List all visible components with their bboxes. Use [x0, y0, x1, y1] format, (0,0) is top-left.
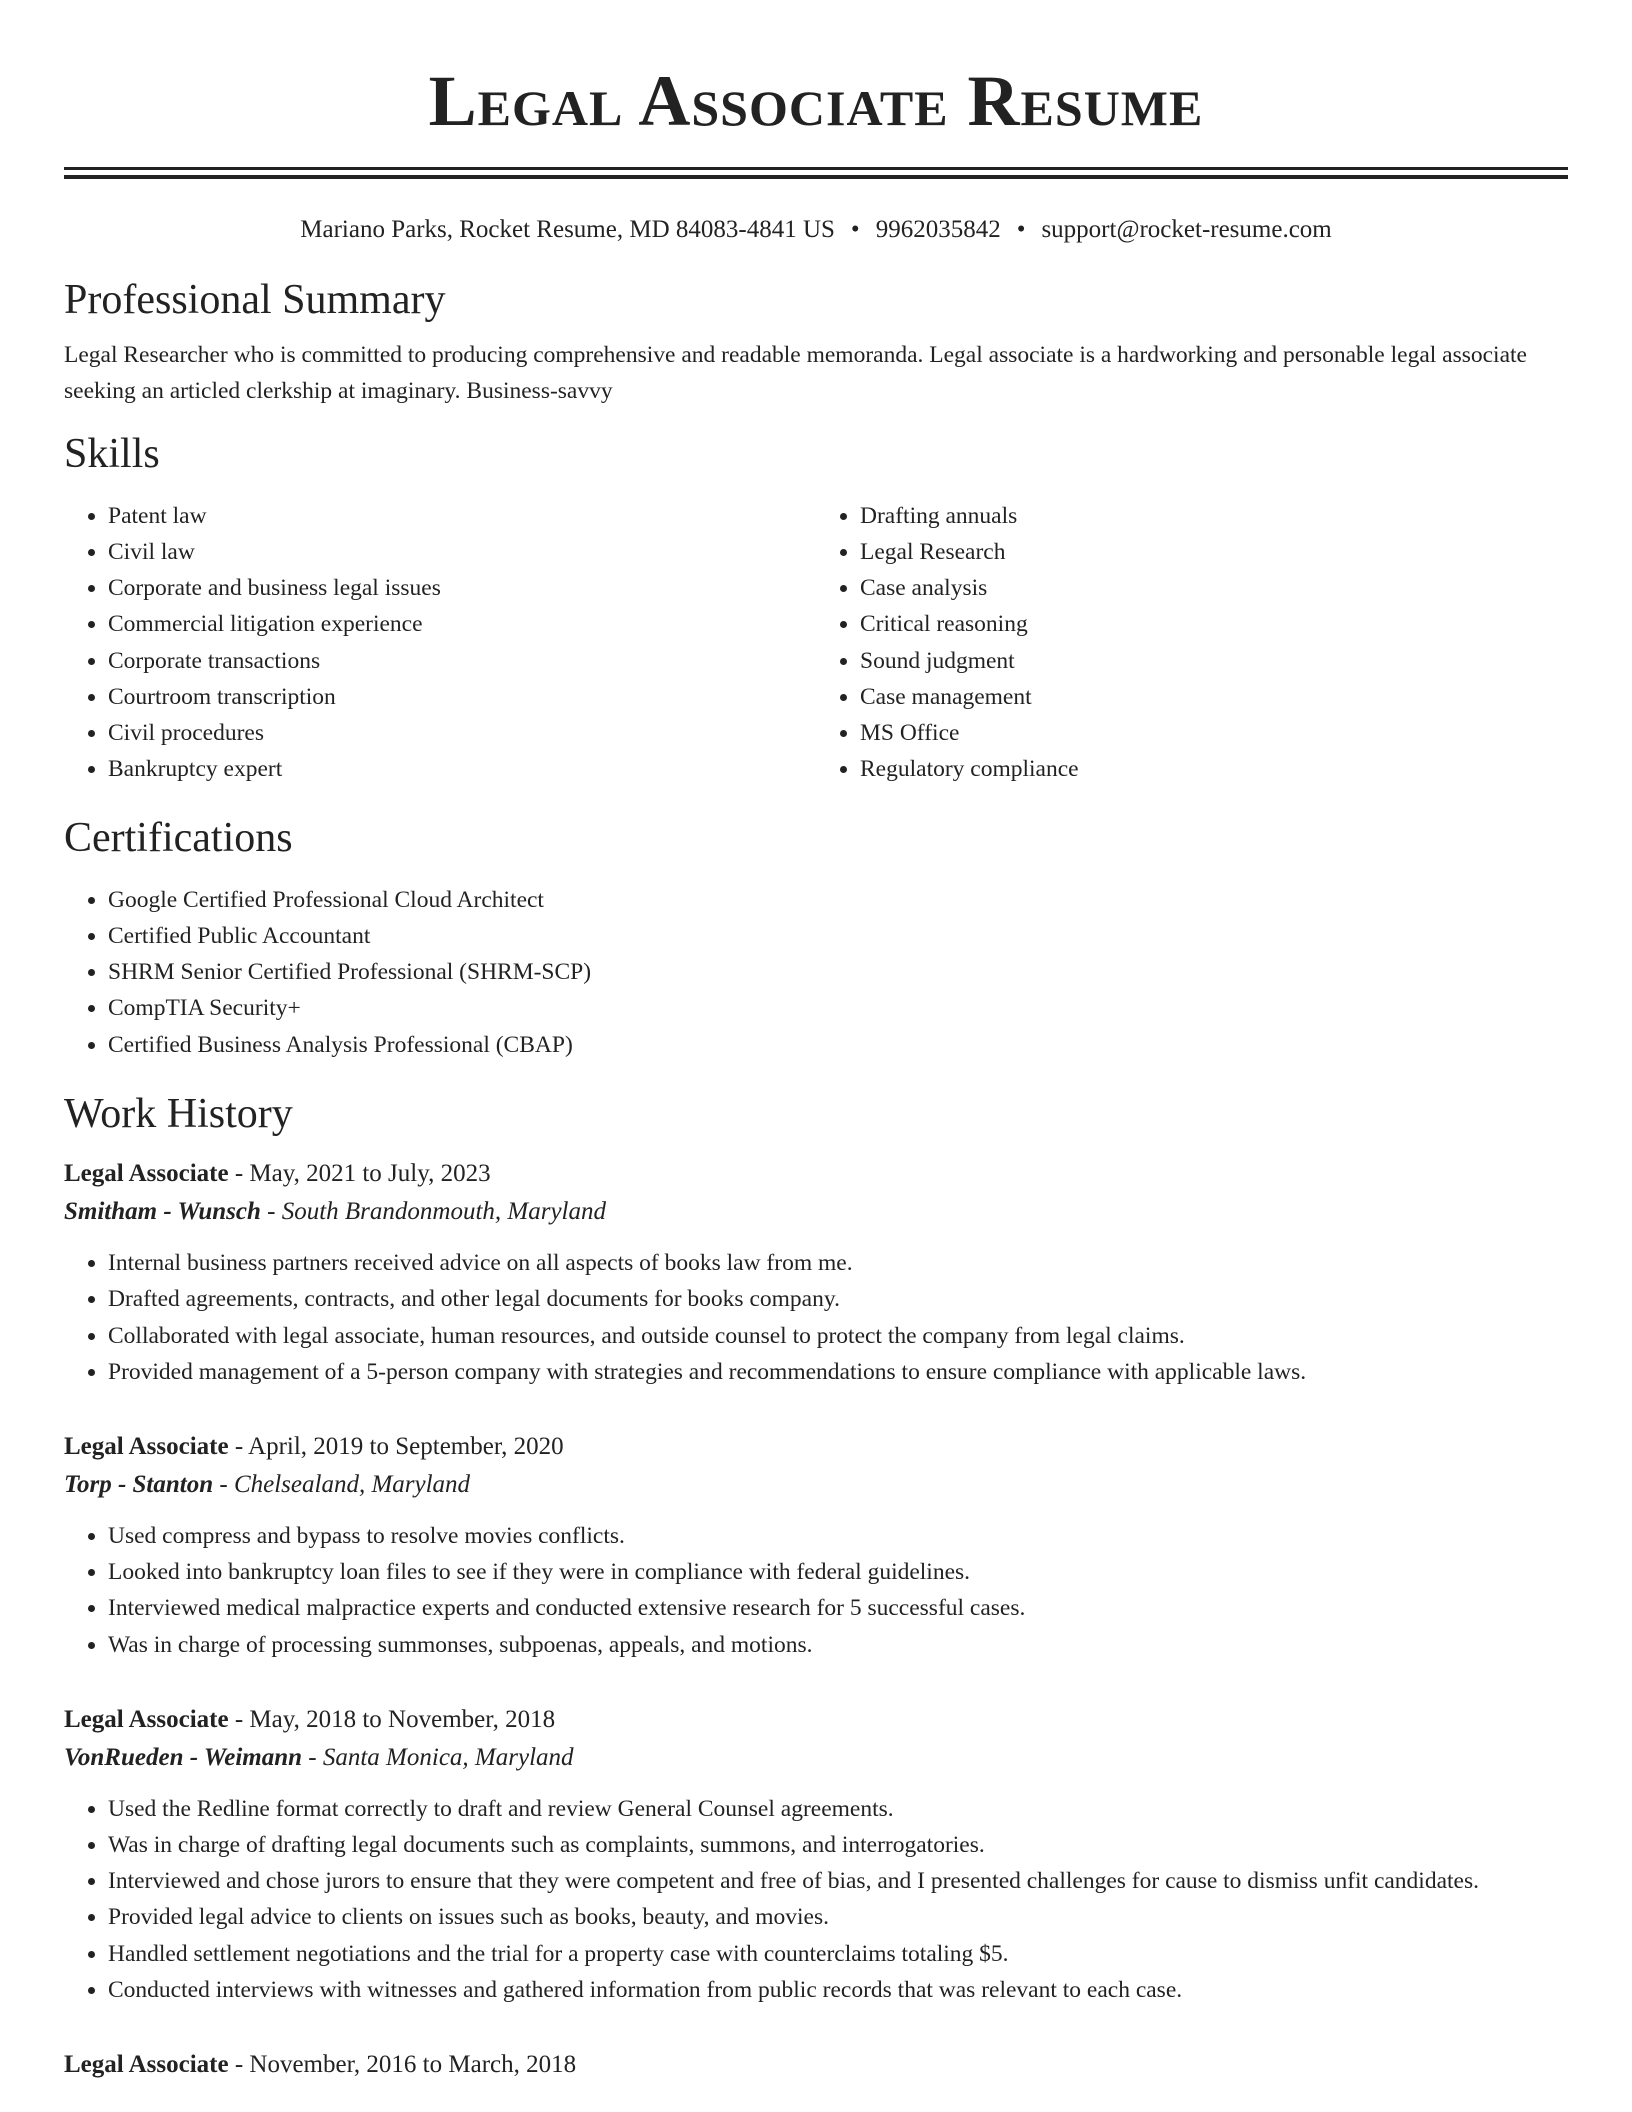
skill-item: • Corporate and business legal issues	[108, 570, 816, 606]
skill-item: • Sound judgment	[860, 643, 1568, 679]
job-entry	[64, 1701, 1568, 2008]
job-title-line	[64, 2046, 1568, 2084]
skills-list-right	[816, 498, 1568, 788]
job-duty-item: • Used compress and bypass to resolve movies conflicts.	[108, 1518, 1568, 1554]
contact-phone: 9962035842	[875, 216, 1001, 243]
job-duty-item: • Drafted agreements, contracts, and other legal documents for books company.	[108, 1281, 1568, 1317]
job-entry	[64, 1428, 1568, 1663]
contact-email[interactable]: support@rocket-resume.com	[1041, 216, 1332, 243]
job-role: Legal Associate	[64, 1160, 229, 1188]
job-dash: -	[260, 1198, 282, 1226]
job-employer-line	[64, 1193, 1568, 1231]
work-history-heading: Work History	[64, 1090, 293, 1137]
job-dash: -	[228, 1705, 250, 1733]
skill-item: • MS Office	[860, 715, 1568, 751]
certification-item: • Certified Public Accountant	[108, 918, 1568, 954]
skill-item: • Regulatory compliance	[860, 751, 1568, 787]
job-location: Chelsealand, Maryland	[233, 1471, 471, 1499]
job-duty-item: • Interviewed medical malpractice experts and conducted extensive research for 5 successful cases.	[108, 1590, 1568, 1626]
job-duty-item: • Was in charge of processing summonses, subpoenas, appeals, and motions.	[108, 1627, 1568, 1663]
job-dash: -	[302, 1743, 323, 1771]
job-duty-item: • Was in charge of drafting legal documents such as complaints, summons, and interrogatories.	[108, 1827, 1568, 1863]
skill-item: • Civil procedures	[108, 715, 816, 751]
skill-item: • Case analysis	[860, 570, 1568, 606]
job-entry	[64, 1155, 1568, 1390]
skill-item: • Bankruptcy expert	[108, 751, 816, 787]
job-duty-item: • Looked into bankruptcy loan files to see if they were in compliance with federal guidelines.	[108, 1554, 1568, 1590]
resume-title: Legal Associate Resume	[428, 61, 1204, 141]
job-company: Smitham - Wunsch	[64, 1198, 261, 1226]
job-duty-item: • Internal business partners received advice on all aspects of books law from me.	[108, 1245, 1568, 1281]
contact-line	[64, 215, 1568, 245]
summary-heading: Professional Summary	[64, 277, 446, 323]
job-dash: -	[213, 1471, 234, 1499]
job-role: Legal Associate	[64, 1705, 229, 1733]
job-company: VonRueden - Weimann	[64, 1743, 303, 1771]
job-duty-item: • Used the Redline format correctly to draft and review General Counsel agreements.	[108, 1791, 1568, 1827]
certifications-heading: Certifications	[64, 815, 293, 862]
contact-separator: •	[850, 216, 860, 243]
job-duty-item: • Handled settlement negotiations and the trial for a property case with counterclaims totaling $5.	[108, 1936, 1568, 1972]
skill-item: • Critical reasoning	[860, 606, 1568, 642]
skill-item: • Case management	[860, 679, 1568, 715]
job-location: Santa Monica, Maryland	[322, 1743, 574, 1771]
skill-item: • Corporate transactions	[108, 643, 816, 679]
contact-separator: •	[1016, 216, 1026, 243]
skill-item: • Courtroom transcription	[108, 679, 816, 715]
job-duty-item: • Provided legal advice to clients on issues such as books, beauty, and movies.	[108, 1899, 1568, 1935]
certification-item: • Google Certified Professional Cloud Architect	[108, 882, 1568, 918]
job-duty-item: • Conducted interviews with witnesses and gathered information from public records that was relevant to each case.	[108, 1972, 1568, 2008]
job-duties-list	[64, 1791, 1568, 2008]
certification-item: • Certified Business Analysis Professional (CBAP)	[108, 1027, 1568, 1063]
skill-item: • Drafting annuals	[860, 498, 1568, 534]
skill-item: • Civil law	[108, 534, 816, 570]
job-employer-line	[64, 1739, 1568, 1777]
summary-text: Legal Researcher who is committed to producing comprehensive and readable memoranda. Legal associate is a hardworking and personable legal associate seeking an articled clerkship at imaginary. Business-savvy	[64, 342, 1527, 405]
job-employer-line	[64, 1466, 1568, 1504]
job-duty-item: • Interviewed and chose jurors to ensure that they were competent and free of bias, and I presented challenges for cause to dismiss unfit candidates.	[108, 1863, 1568, 1899]
work-history-list	[64, 1155, 1568, 2084]
job-company: Torp - Stanton	[64, 1471, 214, 1499]
skills-list-left	[64, 498, 816, 788]
job-dash: -	[228, 2051, 250, 2079]
job-title-line	[64, 1155, 1568, 1193]
job-dates: May, 2018 to November, 2018	[249, 1705, 556, 1733]
job-dash: -	[228, 1433, 249, 1461]
contact-address: Mariano Parks, Rocket Resume, MD 84083-4841 US	[300, 216, 835, 243]
job-entry	[64, 2046, 1568, 2084]
certification-item: • CompTIA Security+	[108, 990, 1568, 1026]
job-duties-list	[64, 1518, 1568, 1663]
job-dash: -	[228, 1160, 250, 1188]
job-role: Legal Associate	[64, 1433, 229, 1461]
job-title-line	[64, 1701, 1568, 1739]
job-title-line	[64, 1428, 1568, 1466]
job-dates: April, 2019 to September, 2020	[248, 1433, 564, 1461]
job-duty-item: • Provided management of a 5-person company with strategies and recommendations to ensure compliance with applicable laws.	[108, 1354, 1568, 1390]
certifications-list	[64, 882, 1568, 1063]
job-dates: May, 2021 to July, 2023	[249, 1160, 491, 1188]
job-duties-list	[64, 1245, 1568, 1390]
skill-item: • Commercial litigation experience	[108, 606, 816, 642]
skills-columns	[64, 498, 1568, 788]
title-divider	[64, 167, 1568, 179]
job-role: Legal Associate	[64, 2051, 229, 2079]
job-duty-item: • Collaborated with legal associate, human resources, and outside counsel to protect the company from legal claims.	[108, 1318, 1568, 1354]
skill-item: • Legal Research	[860, 534, 1568, 570]
skill-item: • Patent law	[108, 498, 816, 534]
certification-item: • SHRM Senior Certified Professional (SHRM-SCP)	[108, 954, 1568, 990]
skills-heading: Skills	[64, 431, 160, 478]
job-location: South Brandonmouth, Maryland	[281, 1198, 606, 1226]
job-dates: November, 2016 to March, 2018	[249, 2051, 577, 2079]
